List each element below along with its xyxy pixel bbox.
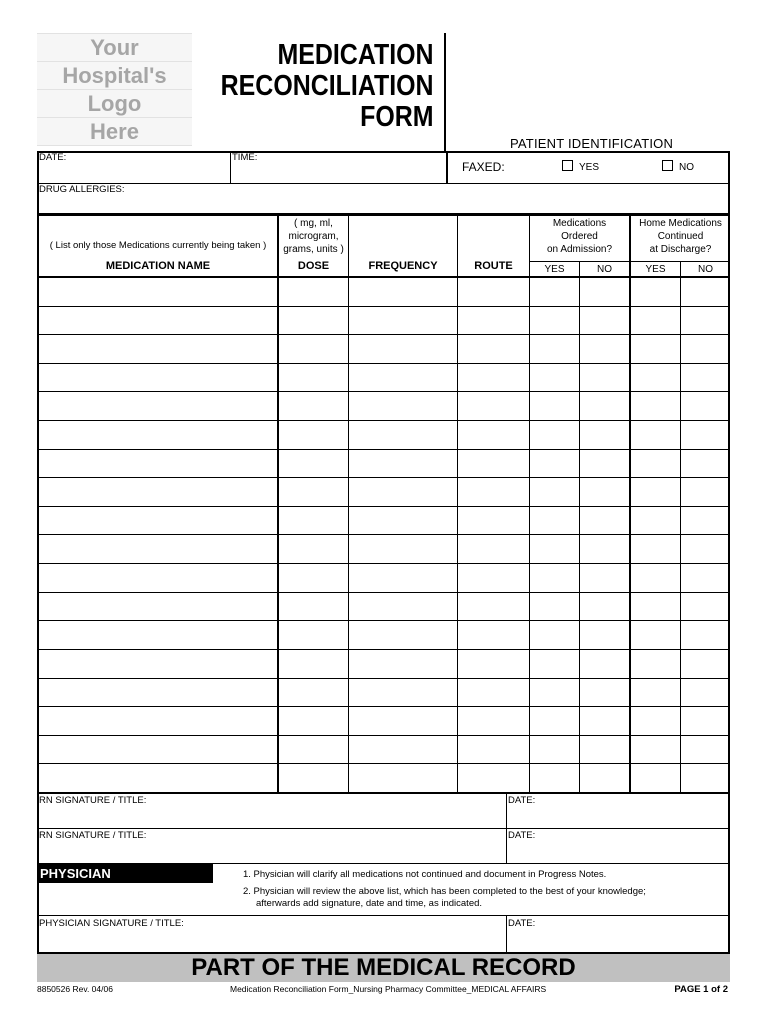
column-header-ordered-on-admission [530, 217, 629, 256]
continued-line: Continued [657, 231, 704, 242]
medication-row[interactable] [39, 764, 729, 793]
logo-line: Logo [37, 90, 192, 118]
divider [230, 152, 231, 183]
divider [506, 915, 507, 953]
faxed-yes-option[interactable] [562, 160, 599, 173]
column-header-medication-name: MEDICATION NAME [105, 260, 211, 272]
medication-row[interactable] [39, 364, 729, 393]
physician-instructions-label: PHYSICIAN INSTRUCTIONS: [37, 864, 213, 883]
rn-signature-field-1[interactable]: RN SIGNATURE / TITLE: [39, 795, 147, 806]
rn-date-field-2[interactable]: DATE: [508, 830, 536, 841]
date-field[interactable]: DATE: [39, 152, 67, 163]
patient-identification-label: PATIENT IDENTIFICATION [510, 136, 674, 151]
time-field[interactable]: TIME: [232, 152, 258, 163]
form-code: 8850526 Rev. 04/06 [37, 984, 113, 994]
medication-row[interactable] [39, 450, 729, 479]
medication-row[interactable] [39, 307, 729, 336]
logo-line: Here [37, 118, 192, 146]
logo-line: Hospital's [37, 62, 192, 90]
continued-line: Home Medications [639, 218, 722, 229]
ordered-line: Medications [552, 218, 607, 229]
instruction-item-1: 1. Physician will clarify all medications not continued and document in Progress Notes. [243, 869, 607, 880]
instruction-item-2: 2. Physician will review the above list, which has been completed to the best of your knowledge; [243, 886, 646, 897]
medication-note: ( List only those Medications currently being taken ) [49, 240, 267, 251]
medication-row[interactable] [39, 392, 729, 421]
admission-yes-header: YES [544, 264, 565, 275]
ordered-line: on Admission? [546, 244, 613, 255]
column-header-frequency: FREQUENCY [368, 260, 438, 272]
medication-row[interactable] [39, 335, 729, 364]
rn-date-field-1[interactable]: DATE: [508, 795, 536, 806]
column-header-continued-at-discharge [631, 217, 730, 256]
medication-row[interactable] [39, 679, 729, 708]
page-number: PAGE 1 of 2 [674, 984, 728, 995]
admission-no-header: NO [597, 264, 612, 275]
instruction-item-2-continued: afterwards add signature, date and time, as indicated. [256, 898, 483, 909]
divider [506, 794, 507, 863]
medication-row[interactable] [39, 621, 729, 650]
logo-line: Your [37, 34, 192, 62]
divider [37, 828, 730, 829]
discharge-yes-header: YES [645, 264, 666, 275]
dose-units-note [279, 217, 348, 256]
drug-allergies-field[interactable]: DRUG ALLERGIES: [39, 184, 125, 195]
title-line-3: FORM [360, 101, 434, 133]
medication-row[interactable] [39, 507, 729, 536]
medication-row[interactable] [39, 536, 729, 565]
title-line-2: RECONCILIATION [221, 70, 434, 102]
physician-signature-field[interactable]: PHYSICIAN SIGNATURE / TITLE: [39, 918, 184, 929]
title-divider [444, 33, 446, 153]
dose-note-line: grams, units ) [283, 244, 344, 255]
medication-row[interactable] [39, 278, 729, 307]
faxed-no-option[interactable] [662, 160, 694, 173]
form-title [221, 40, 434, 133]
medical-record-banner: PART OF THE MEDICAL RECORD [37, 954, 730, 982]
medication-row[interactable] [39, 650, 729, 679]
physician-date-field[interactable]: DATE: [508, 918, 536, 929]
medication-row[interactable] [39, 707, 729, 736]
medication-row[interactable] [39, 593, 729, 622]
divider [37, 915, 730, 916]
discharge-no-header: NO [698, 264, 713, 275]
column-header-route: ROUTE [474, 260, 513, 272]
continued-line: at Discharge? [649, 244, 712, 255]
dose-note-line: microgram, [288, 231, 339, 242]
footer-form-description: Medication Reconciliation Form_Nursing Pharmacy Committee_MEDICAL AFFAIRS [230, 984, 547, 994]
medication-row[interactable] [39, 564, 729, 593]
medication-row[interactable] [39, 478, 729, 507]
hospital-logo-placeholder [37, 33, 192, 145]
medication-row[interactable] [39, 736, 729, 765]
title-line-1: MEDICATION [277, 39, 434, 71]
medication-row[interactable] [39, 421, 729, 450]
ordered-line: Ordered [561, 231, 598, 242]
divider [446, 152, 448, 183]
rn-signature-field-2[interactable]: RN SIGNATURE / TITLE: [39, 830, 147, 841]
faxed-yes-label: YES [579, 162, 600, 173]
faxed-no-label: NO [679, 162, 694, 173]
divider [37, 183, 730, 184]
column-header-dose: DOSE [297, 260, 330, 272]
checkbox-icon[interactable] [662, 160, 673, 171]
faxed-label: FAXED: [462, 160, 505, 174]
dose-note-line: ( mg, ml, [294, 218, 333, 229]
checkbox-icon[interactable] [562, 160, 573, 171]
